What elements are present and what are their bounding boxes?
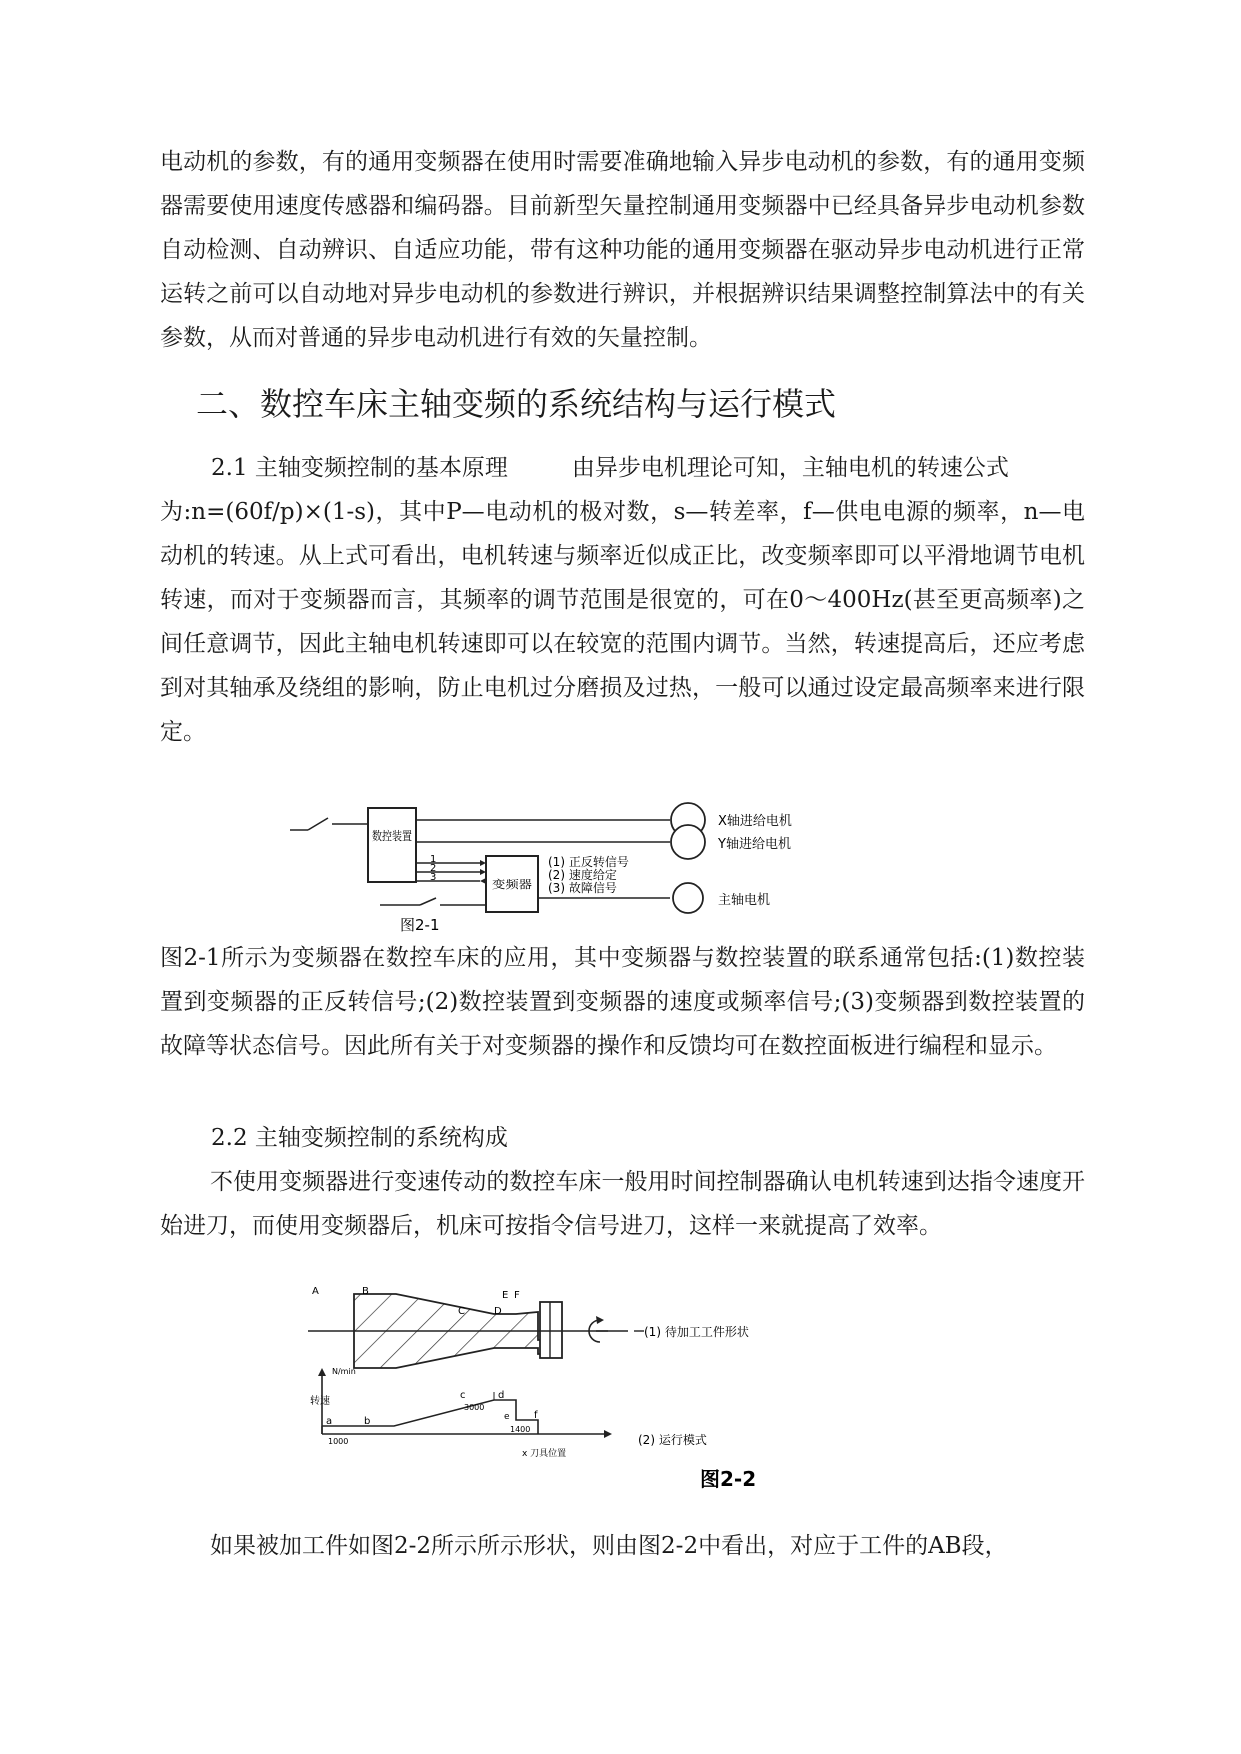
- y-motor-label: Y轴进给电机: [718, 837, 791, 852]
- paragraph-speed-formula: 为:n=(60f/p)×(1-s)，其中P—电动机的极对数，s—转差率，f—供电电源的频率，n—电动机的转速。从上式可看出，电机转速与频率近似成正比，改变频率即可以平滑地调节电机转速，而对于变频器而言，其频率的调节范围是很宽的，可在0～400Hz(甚至更高频率)之间任意调节，因此主轴电机转速即可以在较宽的范围内调节。当然，转速提高后，还应考虑到对其轴承及绕组的影响，防止电机过分磨损及过热，一般可以通过设定最高频率来进行限定。: [160, 499, 1085, 745]
- point-label-e: e: [504, 1412, 510, 1422]
- inverter-label: 变频器: [492, 878, 525, 891]
- point-label-b: b: [364, 1416, 371, 1427]
- signal-line-num: 2: [430, 863, 437, 874]
- section-heading-2: 二、数控车床主轴变频的系统结构与运行模式: [196, 385, 837, 423]
- y-axis-label: 转速: [310, 1396, 330, 1407]
- spindle-motor-circle: [673, 883, 703, 913]
- signal-line-num: 3: [430, 872, 437, 883]
- point-label-c: c: [460, 1390, 466, 1401]
- figure-2-2-caption: 图2-2: [700, 1467, 757, 1491]
- nc-device-box: [368, 808, 421, 882]
- value-3000: 3000: [464, 1403, 485, 1412]
- point-label-d: d: [498, 1390, 505, 1401]
- point-label-E: E: [502, 1290, 509, 1301]
- section-2-1-line: [211, 446, 1009, 490]
- paragraph-figure-2-1: 图2-1所示为变频器在数控车床的应用，其中变频器与数控装置的联系通常包括:(1)数控装置到变频器的正反转信号;(2)数控装置到变频器的速度或频率信号;(3)变频器到数控装置的故障等状态信号。因此所有关于对变频器的操作和反馈均可在数控面板进行编程和显示。: [160, 945, 1085, 1059]
- point-label-F: F: [514, 1290, 520, 1301]
- point-label-D: D: [494, 1306, 502, 1317]
- figure-2-1-caption: 图2-1: [400, 916, 440, 934]
- section-2-2-title: 2.2 主轴变频控制的系统构成: [211, 1125, 508, 1151]
- figure-2-2: [308, 1284, 868, 1504]
- workpiece-shape-label: (1) 待加工工件形状: [644, 1325, 749, 1339]
- x-axis-label: x 刀具位置: [522, 1449, 567, 1459]
- point-label-f: f: [534, 1410, 538, 1421]
- point-label-A: A: [312, 1286, 319, 1297]
- point-label-C: C: [458, 1306, 465, 1317]
- point-label-B: B: [362, 1286, 369, 1297]
- signal-label-2: (2) 速度给定: [548, 868, 617, 882]
- paragraph-motor-params: 电动机的参数，有的通用变频器在使用时需要准确地输入异步电动机的参数，有的通用变频器需要使用速度传感器和编码器。目前新型矢量控制通用变频器中已经具备异步电动机参数自动检测、自动辨识、自适应功能，带有这种功能的通用变频器在驱动异步电动机进行正常运转之前可以自动地对异步电动机的参数进行辨识，并根据辨识结果调整控制算法中的有关参数，从而对普通的异步电动机进行有效的矢量控制。: [160, 149, 1085, 351]
- signal-label-3: (3) 故障信号: [548, 881, 617, 895]
- paragraph-system-structure: 不使用变频器进行变速传动的数控车床一般用时间控制器确认电机转速到达指令速度开始进刀，而使用变频器后，机床可按指令信号进刀，这样一来就提高了效率。: [160, 1169, 1085, 1239]
- section-2-1-title: 2.1 主轴变频控制的基本原理: [211, 455, 508, 481]
- point-label-a: a: [326, 1416, 333, 1427]
- value-1000: 1000: [328, 1437, 349, 1446]
- spindle-motor-label: 主轴电机: [718, 893, 771, 908]
- signal-line-num: 1: [430, 854, 437, 865]
- y-motor-circle: [671, 825, 705, 859]
- y-axis-unit: N/min: [332, 1367, 356, 1376]
- paragraph-workpiece: 如果被加工件如图2-2所示所示形状，则由图2-2中看出，对应于工件的AB段，: [210, 1533, 1008, 1559]
- signal-label-1: (1) 正反转信号: [548, 855, 629, 869]
- workpiece-flange: [540, 1302, 562, 1358]
- nc-device-label: 数控装置: [372, 829, 421, 843]
- value-1400: 1400: [510, 1425, 531, 1434]
- section-2-1-lead: 由异步电机理论可知，主轴电机的转速公式: [571, 455, 1009, 481]
- run-mode-label: (2) 运行模式: [638, 1433, 707, 1447]
- x-motor-label: X轴进给电机: [718, 814, 792, 829]
- figure-2-1: [280, 802, 920, 937]
